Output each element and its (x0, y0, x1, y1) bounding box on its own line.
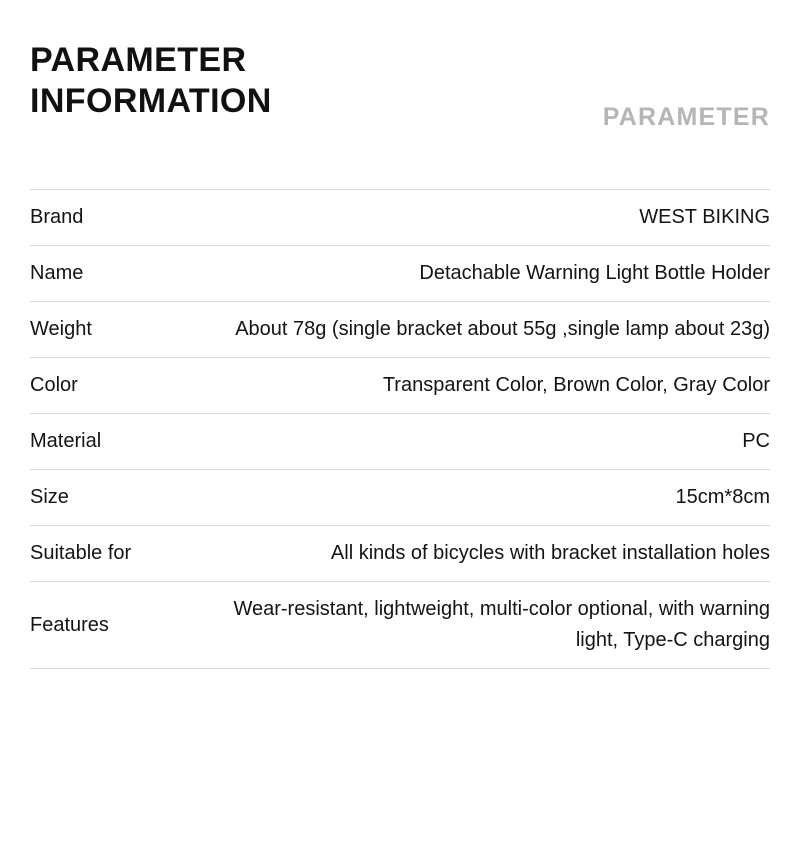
table-row (30, 582, 770, 669)
row-value: All kinds of bicycles with bracket installation holes (330, 542, 770, 564)
row-value: About 78g (single bracket about 55g ,single lamp about 23g) (235, 318, 770, 340)
row-value: WEST BIKING (639, 206, 770, 228)
table-row (30, 470, 770, 526)
row-value: Detachable Warning Light Bottle Holder (419, 262, 770, 284)
page-title (30, 40, 550, 123)
page-title-line-1: PARAMETER (30, 41, 247, 79)
table-row (30, 302, 770, 358)
row-label: Color (30, 374, 78, 396)
row-label: Name (30, 262, 84, 284)
row-label: Weight (30, 318, 92, 340)
parameter-table (30, 189, 770, 669)
row-value: 15cm*8cm (675, 486, 770, 508)
row-label: Material (30, 430, 102, 452)
table-row (30, 414, 770, 470)
page-title-line-2: INFORMATION (30, 82, 272, 121)
table-row (30, 358, 770, 414)
watermark-label: PARAMETER (602, 103, 770, 131)
row-label: Features (30, 613, 109, 636)
table-row (30, 246, 770, 302)
table-row (30, 190, 770, 246)
table-row (30, 526, 770, 582)
row-label: Brand (30, 206, 84, 228)
page-header (30, 0, 770, 150)
row-value: Transparent Color, Brown Color, Gray Color (382, 374, 770, 396)
row-value: Wear-resistant, lightweight, multi-color optional, with warning light, Type-C charging (233, 598, 770, 651)
row-value: PC (742, 430, 770, 452)
row-label: Suitable for (30, 542, 132, 564)
row-label: Size (30, 486, 69, 508)
parameter-table-body (30, 190, 770, 669)
